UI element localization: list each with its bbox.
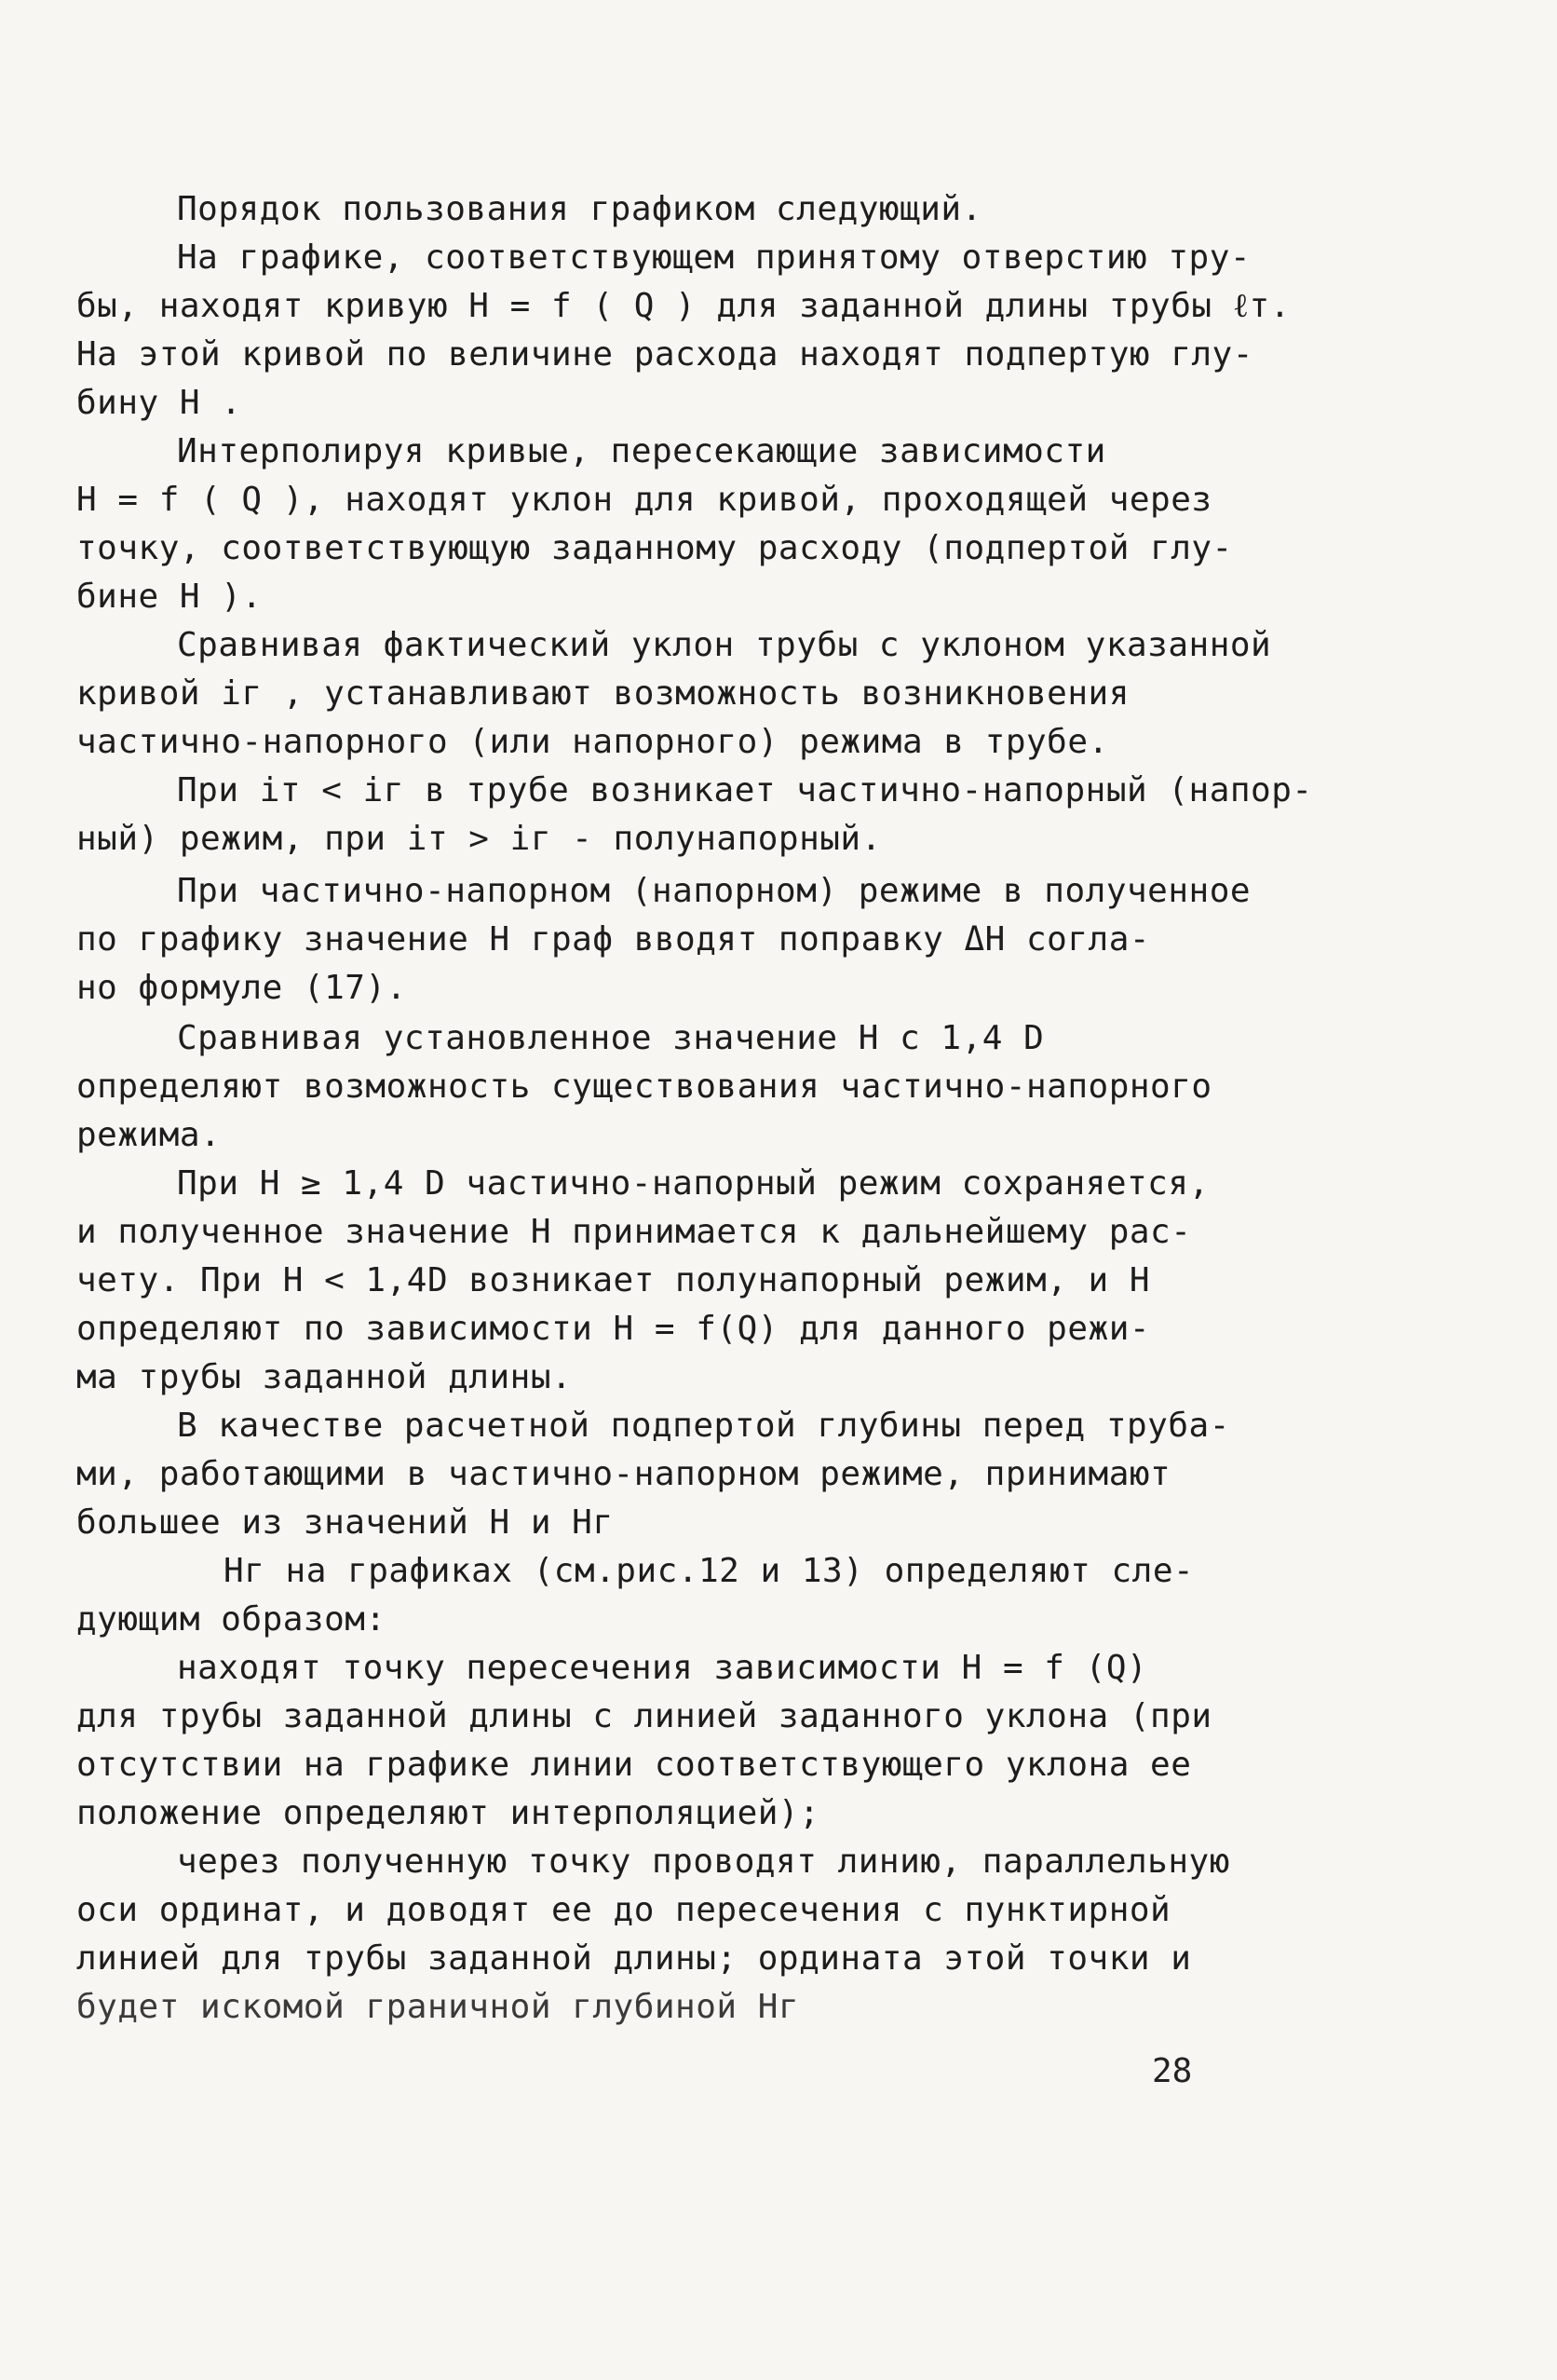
text-line: Порядок пользования графиком следующий. <box>177 190 982 228</box>
text-line: Сравнивая установленное значение H с 1,4 D <box>177 1019 1045 1057</box>
text-line: положение определяют интерполяцией); <box>76 1794 820 1832</box>
text-line: При частично-напорном (напорном) режиме в полученное <box>177 872 1252 910</box>
text-line: бине H ). <box>76 578 263 616</box>
text-line: кривой iг , устанавливают возможность возникновения <box>76 674 1130 713</box>
text-line: режима. <box>76 1116 222 1154</box>
text-line: и полученное значение H принимается к дальнейшему рас- <box>76 1213 1192 1251</box>
text-line: через полученную точку проводят линию, параллельную <box>177 1843 1230 1881</box>
text-line: В качестве расчетной подпертой глубины перед труба- <box>177 1407 1230 1445</box>
text-line: Hг на графиках (см.рис.12 и 13) определяют сле- <box>223 1552 1195 1590</box>
text-line: но формуле (17). <box>76 969 407 1007</box>
text-line: частично-напорного (или напорного) режима в трубе. <box>76 723 1109 761</box>
text-line: определяют по зависимости H = f(Q) для данного режи- <box>76 1310 1151 1348</box>
text-line: точку, соответствующую заданному расходу (подпертой глу- <box>76 529 1233 567</box>
text-line: При iт < iг в трубе возникает частично-напорный (напор- <box>177 771 1313 809</box>
text-line: находят точку пересечения зависимости H = f (Q) <box>177 1649 1148 1687</box>
text-line: чету. При H < 1,4D возникает полунапорный режим, и H <box>76 1261 1151 1299</box>
text-line: При H ≥ 1,4 D частично-напорный режим сохраняется, <box>177 1164 1210 1203</box>
text-line: будет искомой граничной глубиной Hг <box>76 1988 800 2026</box>
text-line: дующим образом: <box>76 1600 386 1639</box>
text-line: H = f ( Q ), находят уклон для кривой, проходящей через <box>76 481 1212 519</box>
text-line: Сравнивая фактический уклон трубы с уклоном указанной <box>177 626 1272 664</box>
text-line: определяют возможность существования частично-напорного <box>76 1068 1212 1106</box>
text-line: Интерполируя кривые, пересекающие зависимости <box>177 432 1106 470</box>
text-line: оси ординат, и доводят ее до пересечения с пунктирной <box>76 1891 1171 1929</box>
text-line: ми, работающими в частично-напорном режиме, принимают <box>76 1455 1171 1493</box>
text-line: большее из значений H и Hг <box>76 1503 614 1542</box>
text-line: ма трубы заданной длины. <box>76 1358 573 1396</box>
text-line: для трубы заданной длины с линией заданного уклона (при <box>76 1697 1212 1735</box>
text-line: бы, находят кривую H = f ( Q ) для заданной длины трубы ℓт. <box>76 287 1291 325</box>
text-line: На графике, соответствующем принятому отверстию тру- <box>177 238 1252 277</box>
text-line: отсутствии на графике линии соответствующего уклона ее <box>76 1746 1192 1784</box>
text-line: по графику значение H граф вводят поправку ΔH согла- <box>76 920 1151 959</box>
text-line: линией для трубы заданной длины; ордината этой точки и <box>76 1939 1192 1978</box>
page-number: 28 <box>1152 2052 1193 2090</box>
text-line: ный) режим, при iт > iг - полунапорный. <box>76 820 882 858</box>
text-line: На этой кривой по величине расхода находят подпертую глу- <box>76 335 1253 374</box>
text-line: бину H . <box>76 384 242 422</box>
